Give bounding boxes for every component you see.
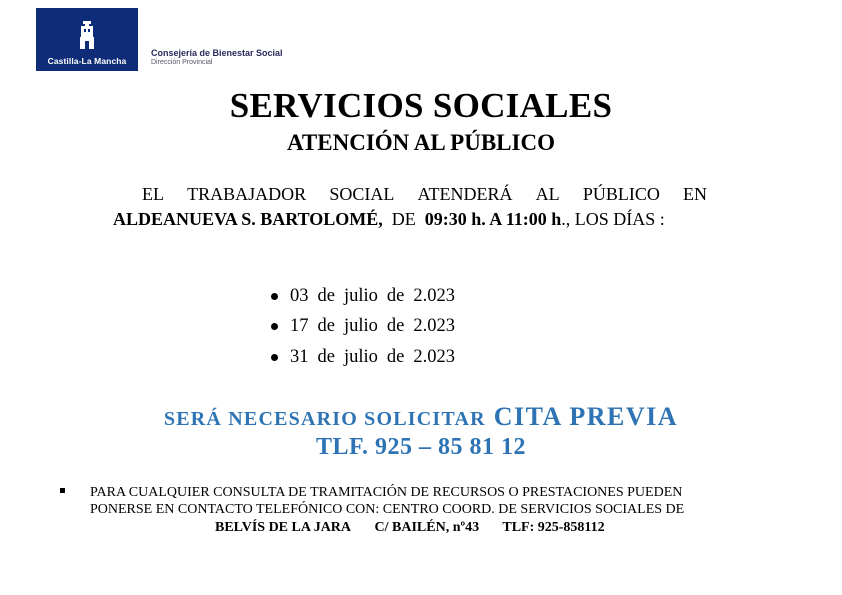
appointment-emphasis: CITA PREVIA	[493, 402, 679, 431]
date-year: 2.023	[413, 346, 455, 367]
logo-text: Castilla-La Mancha	[47, 56, 127, 66]
date-day: 03	[290, 285, 309, 306]
location-name: ALDEANUEVA S. BARTOLOMÉ,	[113, 209, 383, 229]
bullet-dot-icon	[271, 323, 278, 330]
date-month: julio	[343, 316, 378, 337]
intro-word: SOCIAL	[329, 184, 395, 204]
dates-list	[271, 281, 455, 373]
appointment-lead: SERÁ NECESARIO SOLICITAR	[163, 408, 486, 430]
date-de: de	[386, 285, 405, 306]
intro-word: TRABAJADOR	[187, 184, 307, 204]
date-de: de	[386, 316, 405, 337]
square-bullet-icon	[60, 488, 65, 493]
castilla-la-mancha-emblem-icon	[78, 21, 96, 51]
opening-hours: 09:30 h. A 11:00 h	[424, 209, 562, 229]
note-line-2: PONERSE EN CONTACTO TELEFÓNICO CON: CENTRO COORD. DE SERVICIOS SOCIALES DE	[90, 502, 685, 517]
intro-word: EL	[142, 184, 164, 204]
intro-word: EN	[682, 184, 707, 204]
intro-tail: ., LOS DÍAS :	[561, 209, 665, 229]
date-de: de	[386, 346, 405, 367]
date-year: 2.023	[413, 316, 455, 337]
intro-de: DE	[391, 209, 416, 229]
note-line-3	[215, 519, 625, 536]
date-de: de	[317, 285, 335, 306]
list-item	[271, 312, 455, 343]
appointment-phone: TLF. 925 – 85 81 12	[316, 434, 526, 460]
note-line-1: PARA CUALQUIER CONSULTA DE TRAMITACIÓN DE RECURSOS O PRESTACIONES PUEDEN	[90, 485, 683, 500]
intro-line-2	[113, 209, 665, 230]
note-phone: TLF: 925-858112	[502, 520, 605, 535]
intro-word: ATENDERÁ	[417, 184, 513, 204]
list-item	[271, 342, 455, 373]
list-item	[271, 281, 455, 312]
sub-department-name: Dirección Provincial	[151, 59, 213, 66]
date-day: 31	[290, 346, 309, 367]
date-day: 17	[290, 316, 309, 337]
page-subtitle: ATENCIÓN AL PÚBLICO	[287, 130, 555, 155]
bullet-dot-icon	[271, 354, 278, 361]
date-de: de	[317, 316, 335, 337]
page-title: SERVICIOS SOCIALES	[229, 86, 613, 125]
intro-line-1	[142, 184, 707, 205]
intro-word: AL	[535, 184, 560, 204]
region-logo	[36, 8, 138, 71]
intro-word: PÚBLICO	[582, 184, 660, 204]
note-place: BELVÍS DE LA JARA	[215, 520, 352, 535]
appointment-notice	[0, 402, 842, 432]
date-de: de	[317, 346, 335, 367]
date-month: julio	[343, 285, 378, 306]
bullet-dot-icon	[271, 293, 278, 300]
date-year: 2.023	[413, 285, 455, 306]
department-block	[151, 48, 283, 66]
note-address: C/ BAILÉN, nº43	[374, 520, 480, 535]
date-month: julio	[343, 346, 378, 367]
department-name: Consejería de Bienestar Social	[151, 48, 283, 58]
